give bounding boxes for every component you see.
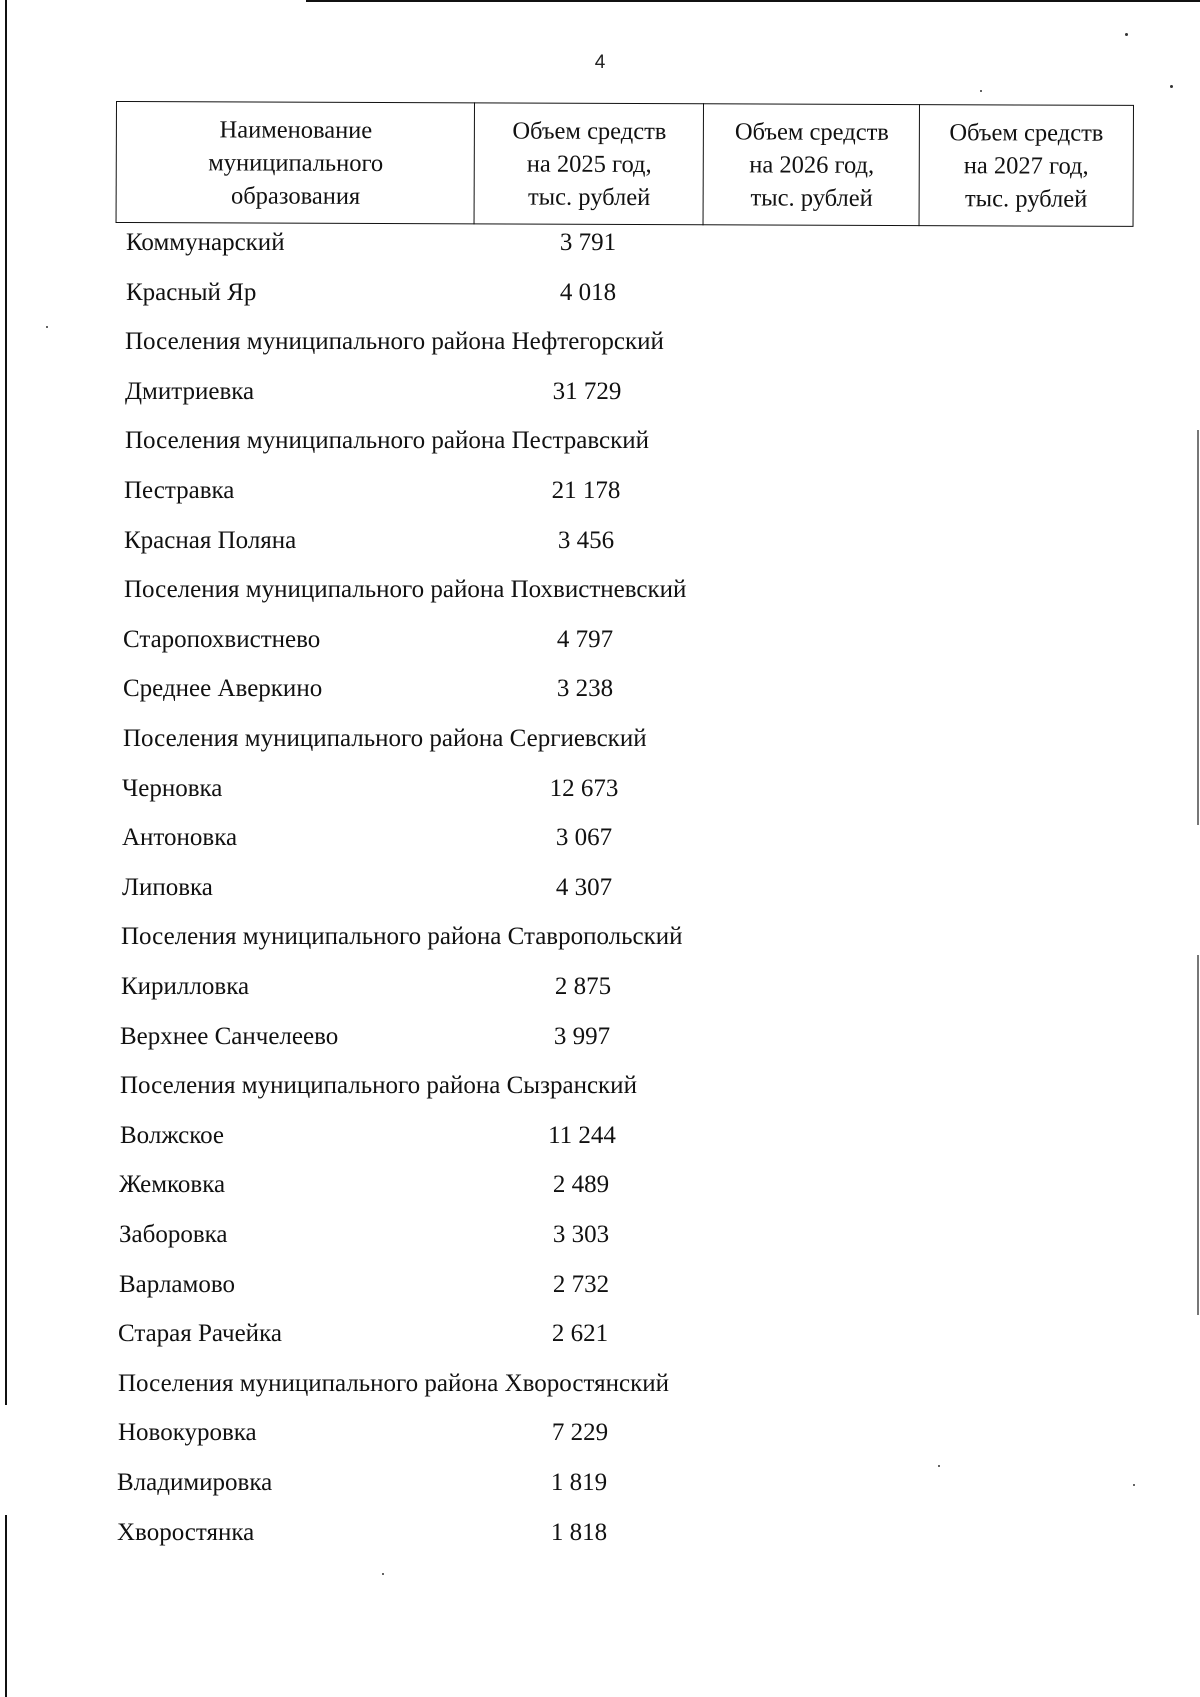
scan-speck (980, 90, 982, 92)
municipality-name: Заборовка (119, 1221, 228, 1248)
municipality-name: Старая Рачейка (118, 1320, 282, 1347)
value-2025: 21 178 (551, 477, 621, 504)
value-2025: 11 244 (548, 1122, 616, 1149)
section-title: Поселения муниципального района Похвистневский (124, 576, 687, 603)
value-2025: 2 875 (554, 973, 612, 1000)
table-row (0, 1016, 1200, 1058)
table-row (0, 272, 1200, 314)
table-row (0, 222, 1200, 264)
table-row (0, 1313, 1200, 1355)
table-row (0, 470, 1200, 512)
municipality-name: Верхнее Санчелеево (120, 1023, 339, 1050)
municipality-name: Кирилловка (121, 973, 250, 1000)
scan-speck (1170, 85, 1173, 88)
table-row (0, 867, 1200, 909)
municipality-name: Красная Поляна (124, 527, 297, 554)
municipality-name: Черновка (122, 775, 223, 802)
table-row (0, 1264, 1200, 1306)
value-2025: 3 997 (553, 1023, 611, 1050)
municipality-name: Хворостянка (117, 1519, 255, 1546)
section-title: Поселения муниципального района Хворостянский (118, 1370, 670, 1397)
page-number: 4 (594, 52, 606, 73)
value-2025: 3 303 (552, 1221, 610, 1248)
section-title: Поселения муниципального района Ставропольский (121, 923, 683, 950)
table-header (116, 101, 1132, 227)
municipality-name: Новокуровка (118, 1419, 257, 1446)
section-title: Поселения муниципального района Сызранский (120, 1072, 637, 1099)
header-2026: Объем средств на 2026 год, тыс. рублей (703, 103, 920, 226)
value-2025: 4 307 (555, 874, 613, 901)
table-row (0, 817, 1200, 859)
value-2025: 2 621 (551, 1320, 609, 1347)
section-row (0, 420, 1200, 462)
table-row (0, 520, 1200, 562)
municipality-name: Среднее Аверкино (123, 675, 323, 702)
municipality-name: Волжское (120, 1122, 225, 1149)
municipality-name: Коммунарский (126, 229, 285, 256)
value-2025: 2 489 (552, 1171, 610, 1198)
section-row (0, 916, 1200, 958)
value-2025: 1 819 (550, 1469, 608, 1496)
section-title: Поселения муниципального района Сергиевский (123, 725, 647, 752)
municipality-name: Жемковка (119, 1171, 226, 1198)
value-2025: 1 818 (550, 1519, 608, 1546)
header-2027: Объем средств на 2027 год, тыс. рублей (919, 104, 1134, 227)
value-2025: 4 018 (559, 279, 617, 306)
table-row (0, 668, 1200, 710)
value-2025: 3 456 (557, 527, 615, 554)
municipality-name: Антоновка (122, 824, 238, 851)
section-row (0, 321, 1200, 363)
municipality-name: Дмитриевка (125, 378, 255, 405)
section-title: Поселения муниципального района Пестравский (125, 427, 649, 454)
value-2025: 2 732 (552, 1271, 610, 1298)
scan-edge-top (306, 0, 1200, 2)
value-2025: 3 791 (559, 229, 617, 256)
value-2025: 7 229 (551, 1419, 609, 1446)
table-row (0, 1512, 1200, 1554)
table-row (0, 768, 1200, 810)
table-row (0, 1462, 1200, 1504)
scan-speck (1125, 33, 1128, 36)
section-row (0, 1363, 1200, 1405)
table-row (0, 1115, 1200, 1157)
municipality-name: Липовка (122, 874, 213, 901)
municipality-name: Красный Яр (126, 279, 257, 306)
table-row (0, 371, 1200, 413)
table-row (0, 1412, 1200, 1454)
table-row (0, 1164, 1200, 1206)
municipality-name: Старопохвистнево (123, 626, 321, 653)
section-row (0, 718, 1200, 760)
table-row (0, 619, 1200, 661)
municipality-name: Варламово (119, 1271, 235, 1298)
value-2025: 3 238 (556, 675, 614, 702)
scan-speck (382, 1573, 384, 1575)
header-2025: Объем средств на 2025 год, тыс. рублей (474, 102, 704, 225)
header-municipality: Наименование муниципального образования (116, 101, 475, 224)
value-2025: 4 797 (556, 626, 614, 653)
table-row (0, 966, 1200, 1008)
municipality-name: Владимировка (117, 1469, 273, 1496)
value-2025: 3 067 (555, 824, 613, 851)
section-row (0, 569, 1200, 611)
municipality-name: Пестравка (124, 477, 235, 504)
value-2025: 31 729 (552, 378, 622, 405)
value-2025: 12 673 (549, 775, 619, 802)
table-row (0, 1214, 1200, 1256)
section-row (0, 1065, 1200, 1107)
section-title: Поселения муниципального района Нефтегорский (125, 328, 664, 355)
